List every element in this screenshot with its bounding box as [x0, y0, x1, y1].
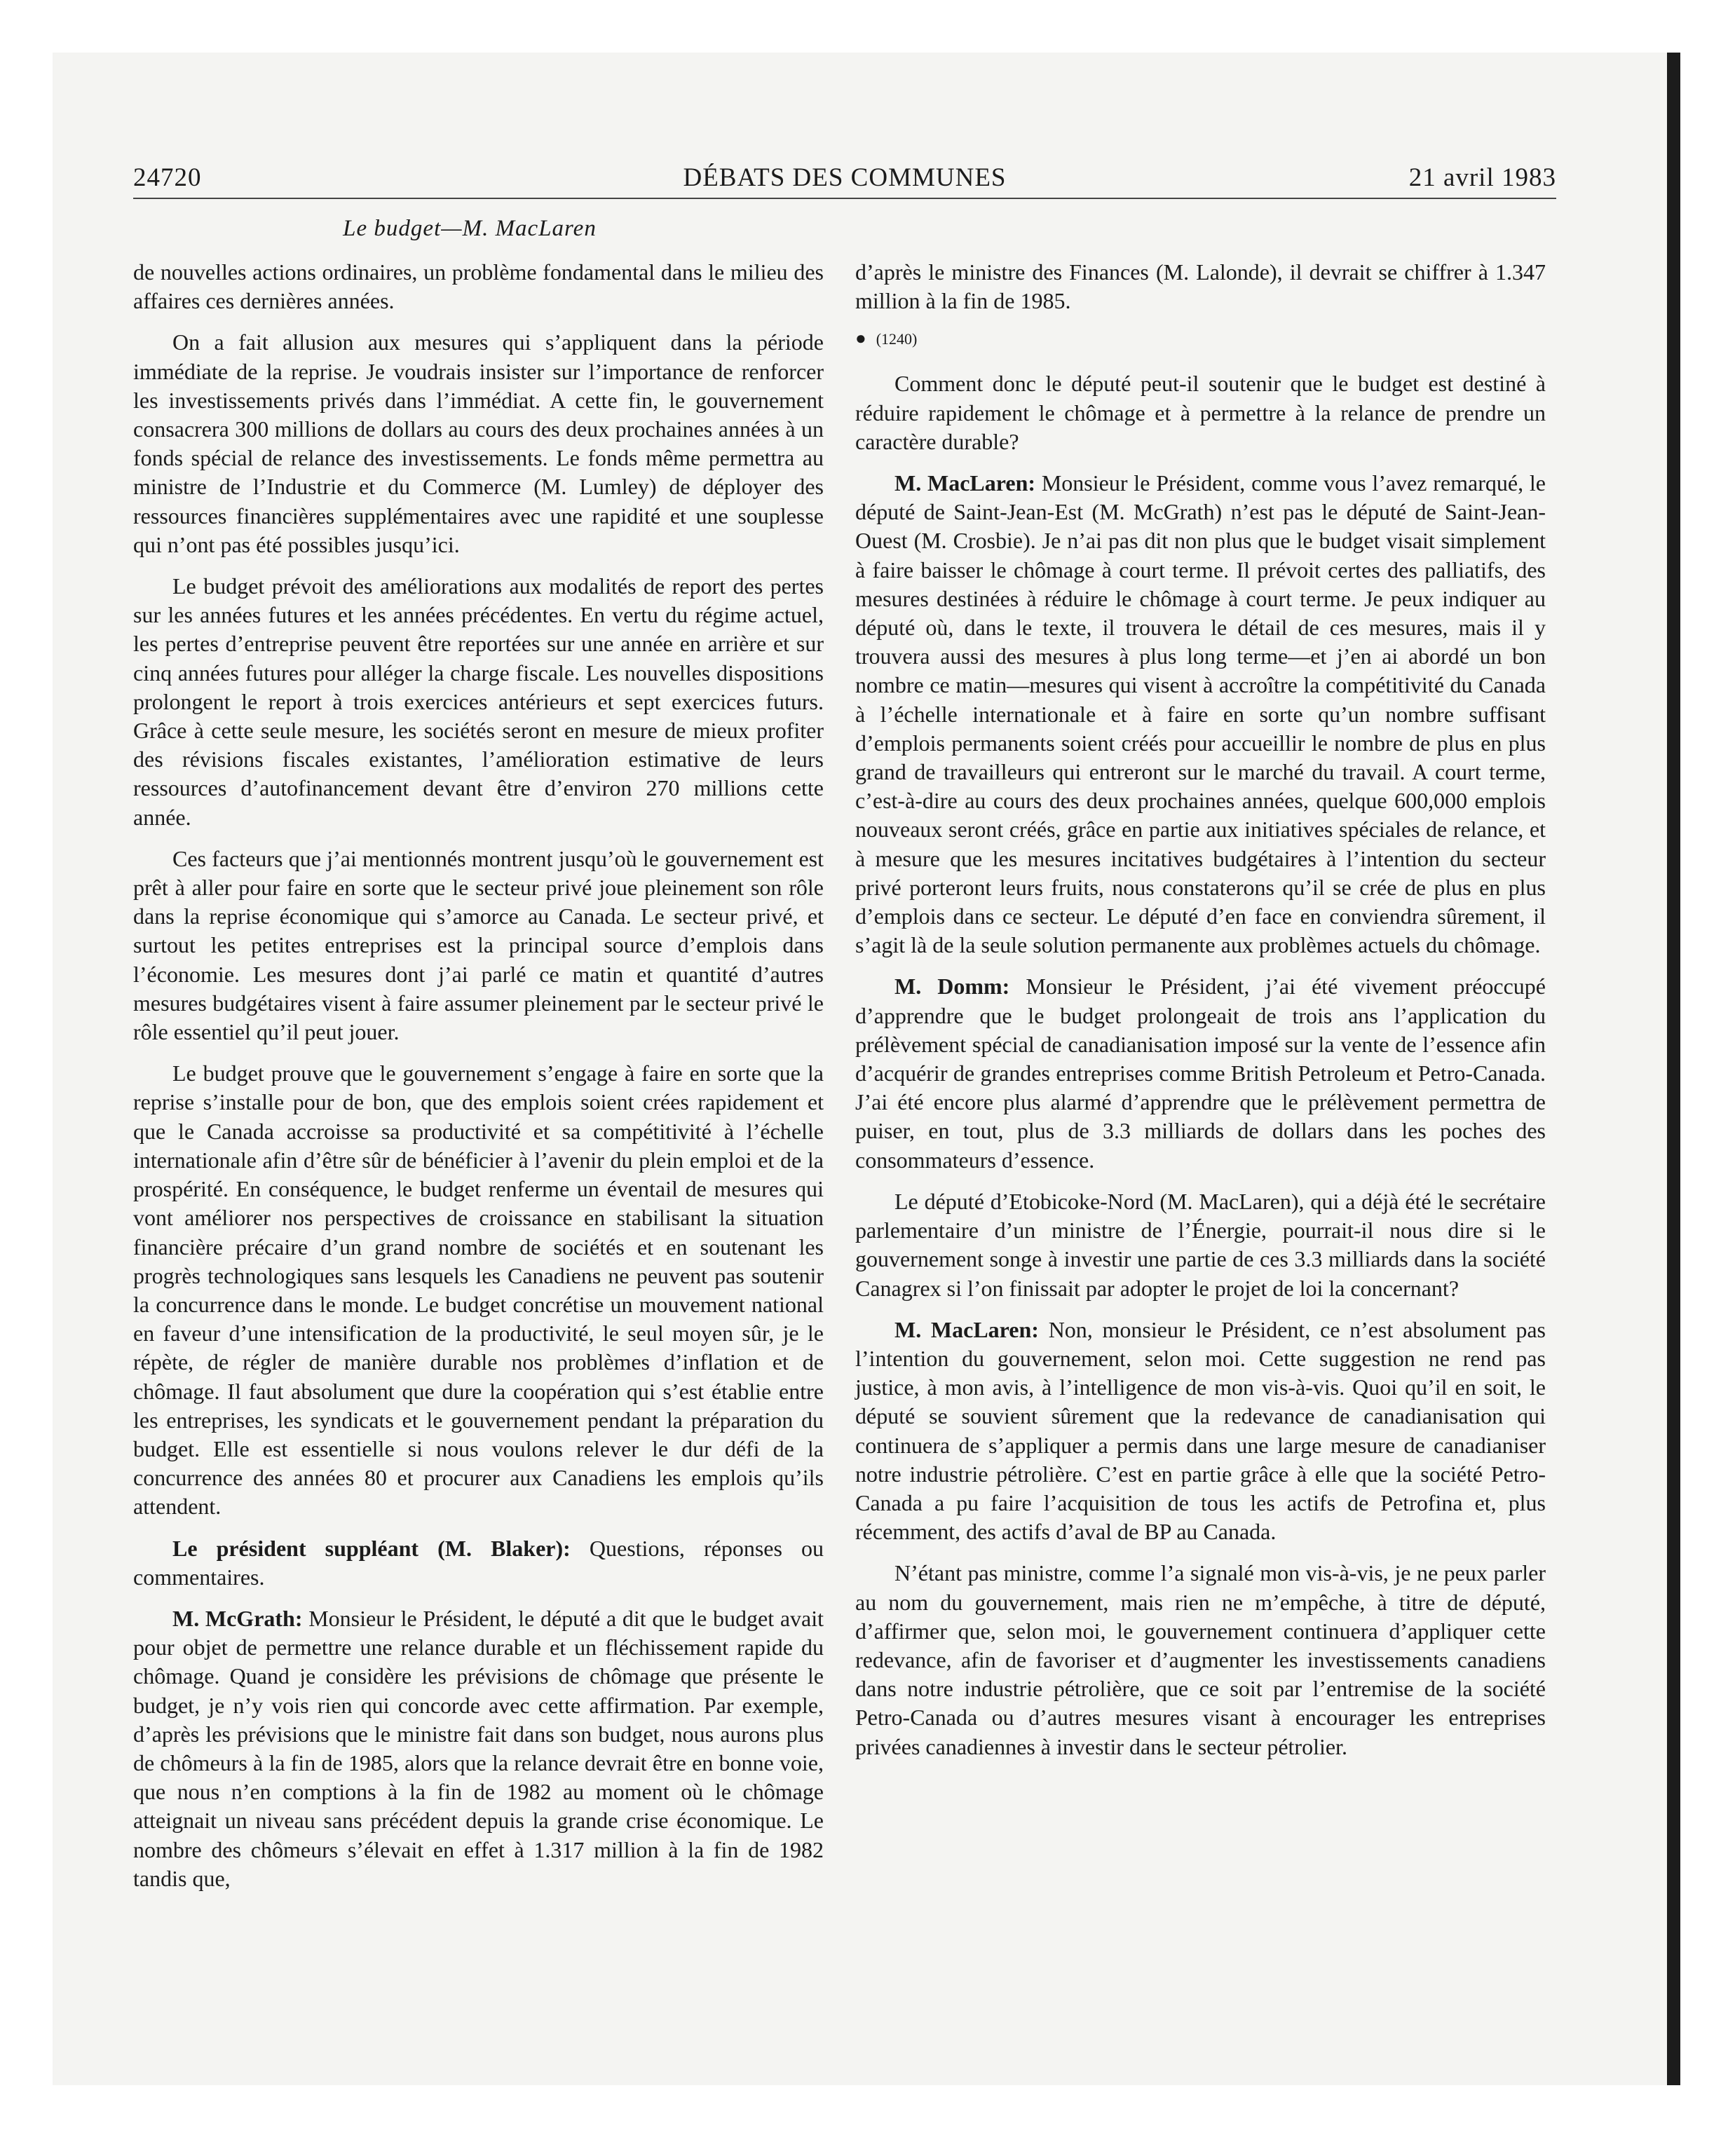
section-subheading: Le budget—M. MacLaren	[343, 216, 597, 241]
speaker-name: M. McGrath:	[172, 1605, 303, 1631]
speaker-name: M. Domm:	[894, 974, 1010, 999]
paragraph: Comment donc le député peut-il soutenir que le budget est destiné à réduire rapidement le chômage et à permettre à la relance de prendre un caractère durable?	[855, 371, 1546, 454]
speaker-name: M. MacLaren:	[894, 1316, 1039, 1342]
page-header	[133, 163, 1556, 198]
page-date: 21 avril 1983	[1408, 163, 1556, 192]
paragraph: N’étant pas ministre, comme l’a signalé mon vis-à-vis, je ne peux parler au nom du gouvernement, mais rien ne m’empêche, à titre de député, d’affirmer que, selon moi, le gouvernement continuera d’appliquer cette redevance, afin de favoriser et d’augmenter les investissements canadiens dans notre industrie pétrolière, que ce soit par l’entremise de la société Petro-Canada ou d’autres mesures visant à encourager les entreprises privées canadiennes à investir dans le secteur pétrolier.	[855, 1560, 1546, 1759]
bullet-icon: ●	[855, 328, 866, 349]
paragraph: de nouvelles actions ordinaires, un problème fondamental dans le milieu des affaires ces dernières années.	[133, 259, 824, 314]
speaker-paragraph	[855, 1316, 1546, 1547]
speech-text: Non, monsieur le Président, ce n’est absolument pas l’intention du gouvernement, selon moi. Cette suggestion ne rend pas justice, à mon avis, à l’intelligence de mon vis-à-vis. Quoi qu’il en soit, le député se souvient sûrement que la redevance de canadianisation qui continuera de s’appliquer a permis dans une large mesure de canadianiser notre industrie pétrolière. C’est en partie grâce à elle que la société Petro-Canada a pu faire l’acquisition de tous les actifs de Petrofina et, plus récemment, des actifs d’aval de BP au Canada.	[855, 1316, 1546, 1545]
speech-text: Monsieur le Président, le député a dit que le budget avait pour objet de permettre une relance durable et un fléchissement rapide du chômage. Quand je considère les prévisions de chômage que présente le budget, je n’y vois rien qui concorde avec cette affirmation. Par exemple, d’après les prévisions que le ministre fait dans son budget, nous aurons plus de chômeurs à la fin de 1985, alors que la relance devrait être en bonne voie, que nous n’en comptions à la fin de 1982 au moment où le chômage atteignait un niveau sans précédent depuis la grande crise économique. Le nombre des chômeurs s’élevait en effet à 1.317 million à la fin de 1982 tandis que,	[133, 1605, 824, 1891]
speaker-paragraph	[855, 972, 1546, 1174]
paragraph: On a fait allusion aux mesures qui s’appliquent dans la période immédiate de la reprise. Je voudrais insister sur l’importance de renforcer les investissements privés dans l’immédiat. A cette fin, le gouvernement consacrera 300 millions de dollars au cours des deux prochaines années à un fonds spécial de relance des investissements. Le fonds même permettra au ministre de l’Industrie et du Commerce (M. Lumley) de déployer des ressources financières supplémentaires avec une rapidité et une souplesse qui n’ont pas été possibles jusqu’ici.	[133, 329, 824, 557]
paragraph: Le budget prévoit des améliorations aux modalités de report des pertes sur les années futures et les années précédentes. En vertu du régime actuel, les pertes d’entreprise peuvent être reportées sur une année en arrière et sur cinq années futures pour alléger la charge fiscale. Les nouvelles dispositions prolongent le report à trois exercices antérieurs et sept exercices futurs. Grâce à cette seule mesure, les sociétés seront en mesure de mieux profiter des révisions fiscales existantes, l’amélioration estimative de leurs ressources d’autofinancement devant être d’environ 270 millions cette année.	[133, 573, 824, 830]
left-column	[133, 258, 824, 1906]
right-column	[855, 258, 1546, 1774]
page-binding-edge	[1667, 53, 1680, 2085]
speech-text: Monsieur le Président, comme vous l’avez remarqué, le député de Saint-Jean-Est (M. McGrath) n’est pas le député de Saint-Jean-Ouest (M. Crosbie). Je n’ai pas dit non plus que le budget visait simplement à faire baisser le chômage à court terme. Il prévoit certes des palliatifs, des mesures destinées à réduire le chômage à court terme. Je peux indiquer au député où, dans le texte, il trouvera le détail de ces mesures, mais il y trouvera aussi des mesures à plus long terme—et j’en ai abordé un bon nombre ce matin—mesures qui visent à accroître la compétitivité du Canada à l’échelle internationale et à faire en sorte qu’un nombre suffisant d’emplois permanents soient créés pour accueillir le nombre de plus en plus grand de travailleurs qui entreront sur le marché du travail. A court terme, c’est-à-dire au cours des deux prochaines années, quelque 600,000 emplois nouveaux seront créés, grâce en partie aux initiatives spéciales de relance, et à mesure que les mesures incitatives budgétaires à l’intention du secteur privé porteront leurs fruits, nous constaterons qu’il se crée de plus en plus d’emplois dans ce secteur. Le député d’en face en conviendra sûrement, il s’agit là de la seule solution permanente aux problèmes actuels du chômage.	[855, 470, 1546, 958]
paragraph: Le député d’Etobicoke-Nord (M. MacLaren), qui a déjà été le secrétaire parlementaire d’un ministre de l’Énergie, pourrait-il nous dire si le gouvernement songe à investir une partie de ces 3.3 milliards dans la société Canagrex si l’on finissait par adopter le projet de loi la concernant?	[855, 1188, 1546, 1301]
speech-text: Questions, réponses ou commentaires.	[133, 1535, 824, 1590]
speaker-name: M. MacLaren:	[894, 470, 1036, 496]
page-number: 24720	[133, 163, 202, 192]
time-marker	[855, 328, 1546, 350]
publication-title: DÉBATS DES COMMUNES	[683, 163, 1007, 192]
header-rule	[133, 198, 1556, 199]
paragraph: d’après le ministre des Finances (M. Lalonde), il devrait se chiffrer à 1.347 million à la fin de 1985.	[855, 259, 1546, 314]
paragraph: Le budget prouve que le gouvernement s’engage à faire en sorte que la reprise s’installe pour de bon, que des emplois soient crées rapidement et que le Canada accroisse sa productivité et sa compétitivité à l’échelle internationale afin d’être sûr de bénéficier à l’avenir du plein emploi et de la prospérité. En conséquence, le budget renferme un éventail de mesures qui vont améliorer nos perspectives de croissance en stabilisant la situation financière précaire d’un grand nombre de sociétés et en soutenant les progrès technologiques sans lesquels les Canadiens ne peuvent pas soutenir la concurrence dans le monde. Le budget concrétise un mouvement national en faveur d’une intensification de la productivité, le seul moyen sûr, je le répète, de régler de manière durable nos problèmes d’inflation et de chômage. Il faut absolument que dure la coopération qui s’est établie entre les entreprises, les syndicats et le gouvernement pendant la préparation du budget. Elle est essentielle si nous voulons relever le dur défi de la concurrence des années 80 et procurer aux Canadiens les emplois qu’ils attendent.	[133, 1060, 824, 1520]
time-marker-text: (1240)	[876, 330, 918, 348]
speaker-paragraph	[133, 1534, 824, 1592]
speaker-paragraph	[133, 1604, 824, 1893]
speech-text: Monsieur le Président, j’ai été vivement préoccupé d’apprendre que le budget prolongeait de trois ans l’application du prélèvement spécial de canadianisation imposé sur la vente de l’essence afin d’acquérir de grandes entreprises comme British Petroleum et Petro-Canada. J’ai été encore plus alarmé d’apprendre que le prélèvement permettra de puiser, en tout, plus de 3.3 milliards de dollars dans les poches des consommateurs d’essence.	[855, 974, 1546, 1173]
paragraph: Ces facteurs que j’ai mentionnés montrent jusqu’où le gouvernement est prêt à aller pour faire en sorte que le secteur privé joue pleinement son rôle dans la reprise économique qui s’amorce au Canada. Le secteur privé, et surtout les petites entreprises est la principal source d’emplois dans l’économie. Les mesures dont j’ai parlé ce matin et quantité d’autres mesures budgétaires visent à faire assumer pleinement par le secteur privé le rôle essentiel qu’il peut jouer.	[133, 845, 824, 1045]
speaker-name: Le président suppléant (M. Blaker):	[172, 1535, 571, 1561]
speaker-paragraph	[855, 469, 1546, 960]
